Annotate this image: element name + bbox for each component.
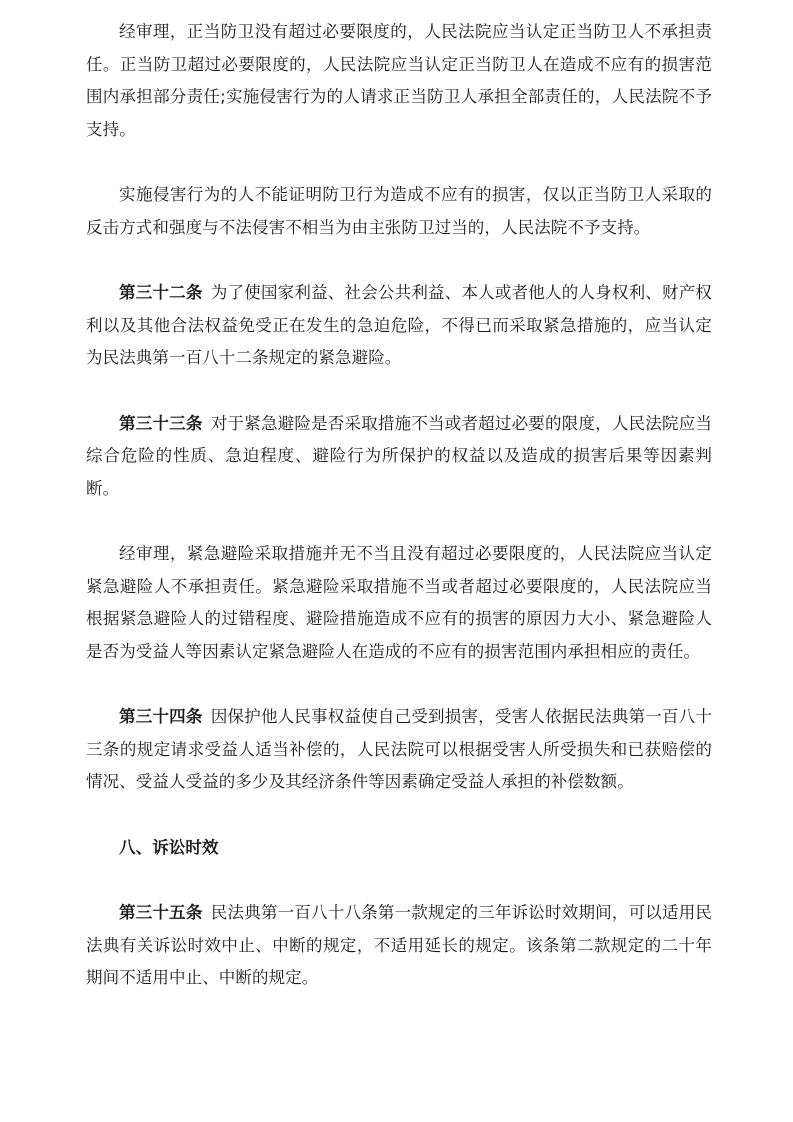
article-number: 第三十四条 [119, 707, 203, 726]
article-35-paragraph [86, 897, 712, 995]
article-number: 第三十二条 [119, 283, 203, 302]
section-heading-text: 八、诉讼时效 [119, 837, 219, 857]
paragraph-text: 为了使国家利益、社会公共利益、本人或者他人的人身权利、财产权利以及其他合法权益免受正在发生的急迫危险，不得已而采取紧急措施的，应当认定为民法典第一百八十二条规定的紧急避险。 [86, 283, 713, 367]
paragraph-5 [86, 538, 712, 668]
paragraph-text: 经审理，紧急避险采取措施并无不当且没有超过必要限度的，人民法院应当认定紧急避险人不承担责任。紧急避险采取措施不当或者超过必要限度的，人民法院应当根据紧急避险人的过错程度、避险措施造成不应有的损害的原因力大小、紧急避险人是否为受益人等因素认定紧急避险人在造成的不应有的损害范围内承担相应的责任。 [86, 544, 712, 661]
paragraph-text: 因保护他人民事权益使自己受到损害，受害人依据民法典第一百八十三条的规定请求受益人适当补偿的，人民法院可以根据受害人所受损失和已获赔偿的情况、受益人受益的多少及其经济条件等因素确定受益人承担的补偿数额。 [86, 707, 713, 791]
paragraph-text: 民法典第一百八十八条第一款规定的三年诉讼时效期间，可以适用民法典有关诉讼时效中止、中断的规定，不适用延长的规定。该条第二款规定的二十年期间不适用中止、中断的规定。 [86, 903, 713, 987]
article-number: 第三十三条 [119, 413, 203, 433]
document-page [86, 16, 712, 995]
paragraph-1 [86, 16, 712, 146]
paragraph-2 [86, 179, 712, 244]
article-34-paragraph [86, 701, 712, 799]
paragraph-text: 对于紧急避险是否采取措施不当或者超过必要的限度，人民法院应当综合危险的性质、急迫程度、避险行为所保护的权益以及造成的损害后果等因素判断。 [86, 413, 713, 498]
paragraph-text: 经审理，正当防卫没有超过必要限度的，人民法院应当认定正当防卫人不承担责任。正当防卫超过必要限度的，人民法院应当认定正当防卫人在造成不应有的损害范围内承担部分责任;实施侵害行为的人请求正当防卫人承担全部责任的，人民法院不予支持。 [86, 22, 712, 139]
paragraph-text: 实施侵害行为的人不能证明防卫行为造成不应有的损害，仅以正当防卫人采取的反击方式和强度与不法侵害不相当为由主张防卫过当的，人民法院不予支持。 [86, 185, 712, 237]
article-33-paragraph [86, 408, 712, 506]
article-number: 第三十五条 [119, 903, 203, 922]
article-32-paragraph [86, 277, 712, 375]
section-heading [86, 832, 712, 865]
